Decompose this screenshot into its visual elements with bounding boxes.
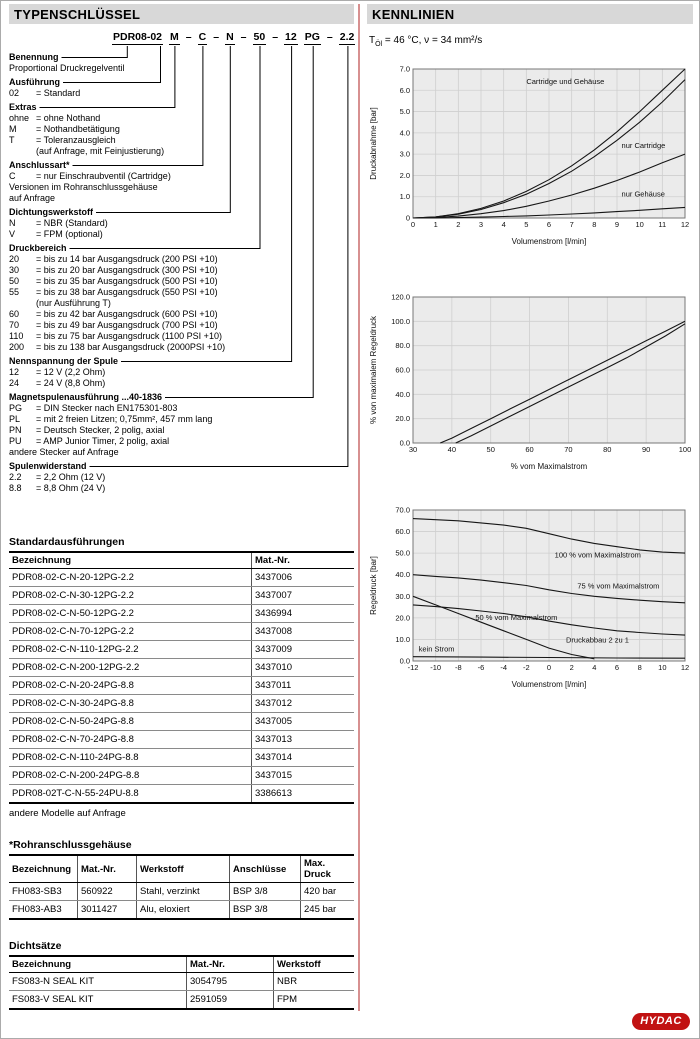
cond-symbol: T [369,35,376,46]
svg-text:Volumenstrom [l/min]: Volumenstrom [l/min] [511,237,587,246]
column-header: Mat.-Nr. [78,856,137,883]
option-text: = 8,8 Ohm (24 V) [36,483,106,493]
svg-text:7: 7 [569,220,574,229]
code-segment: M [170,31,179,43]
code-separator: – [240,31,247,43]
svg-text:100: 100 [678,445,692,454]
option-code: V [9,229,16,239]
option-text: (auf Anfrage, mit Feinjustierung) [36,146,165,156]
svg-text:Regeldruck [bar]: Regeldruck [bar] [369,556,378,615]
cell: 3437011 [252,677,355,695]
option-code: 12 [9,367,20,377]
svg-text:6.0: 6.0 [399,85,410,95]
svg-text:40.0: 40.0 [395,570,410,580]
section-line [9,88,354,99]
cell: FPM [274,991,355,1010]
code-segment: C [198,31,207,43]
section-title: Magnetspulenausführung ...40-1836 [9,392,163,402]
table-row [9,641,354,659]
section-title: Dichtungswerkstoff [9,207,94,217]
section-title: Spulenwiderstand [9,461,87,471]
svg-text:1.0: 1.0 [399,192,410,202]
option-code: 55 [9,287,20,297]
section-line [9,265,354,276]
option-text: auf Anfrage [9,193,56,203]
column-header: Werkstoff [137,856,230,883]
option-code: PU [9,436,22,446]
code-segment: 12 [285,31,297,43]
cell: 3437014 [252,749,355,767]
seal-kits-block [9,940,354,1010]
type-key-block [9,32,354,494]
svg-text:11: 11 [658,220,667,229]
section-line [9,113,354,124]
svg-text:10.0: 10.0 [395,634,410,644]
column-header: Mat.-Nr. [252,553,355,569]
seal-kits-table [9,957,354,1010]
cond-values: = 46 °C, ν = 34 mm²/s [382,35,483,46]
column-header: Mat.-Nr. [187,957,274,973]
svg-text:5.0: 5.0 [399,107,410,117]
section-line [9,171,354,182]
svg-text:2: 2 [569,663,574,672]
cell: Stahl, verzinkt [137,883,230,901]
option-text: = bis zu 38 bar Ausgangsdruck (550 PSI +10) [36,287,218,297]
option-text: = NBR (Standard) [36,218,108,228]
option-code: 200 [9,342,25,352]
cell: 245 bar [301,901,355,920]
cell: 2591059 [187,991,274,1010]
svg-text:1: 1 [433,220,438,229]
svg-text:-6: -6 [477,663,485,672]
section-title: Anschlussart* [9,160,70,170]
svg-text:30: 30 [408,445,418,454]
svg-text:4: 4 [501,220,506,229]
section-line [9,309,354,320]
section-title: Benennung [9,52,59,62]
cell: 3386613 [252,785,355,804]
section-title: Druckbereich [9,243,67,253]
section-line [9,254,354,265]
standard-models-block [9,536,354,819]
svg-text:50: 50 [486,445,495,454]
option-text: = 24 V (8,8 Ohm) [36,378,106,388]
table-row [9,767,354,785]
type-key-section [9,50,354,74]
svg-text:12: 12 [680,220,690,229]
cell: PDR08-02-C-N-20-12PG-2.2 [9,569,252,587]
table-row [9,785,354,804]
code-segment: 2.2 [339,31,355,43]
option-text: andere Stecker auf Anfrage [9,447,119,457]
option-text: = Toleranzausgleich [36,135,116,145]
type-key-sections [9,50,354,494]
svg-text:8: 8 [637,663,642,672]
section-line [9,287,354,298]
svg-text:0.0: 0.0 [399,656,410,666]
svg-text:nur Cartridge: nur Cartridge [621,140,666,150]
cell: 560922 [78,883,137,901]
svg-text:-4: -4 [500,663,508,672]
option-text: = bis zu 138 bar Ausgangsdruck (2000PSI +10) [36,342,226,352]
table-title-seals: Dichtsätze [9,940,354,957]
table-title-standard: Standardausführungen [9,536,354,553]
svg-text:70: 70 [564,445,573,454]
cell: 3437006 [252,569,355,587]
column-header: Bezeichnung [9,553,252,569]
table-row [9,569,354,587]
option-text: = bis zu 14 bar Ausgangsdruck (200 PSI +10) [36,254,218,264]
section-line [9,483,354,494]
type-key-section [9,75,354,99]
option-code: 70 [9,320,20,330]
right-column [367,4,693,691]
cell: Alu, eloxiert [137,901,230,920]
standard-models-table [9,553,354,804]
chart-hysteresis [367,288,692,473]
cell: 3437012 [252,695,355,713]
type-key-section [9,100,354,157]
column-header: Anschlüsse [230,856,301,883]
option-text: = bis zu 20 bar Ausgangsdruck (300 PSI +10) [36,265,218,275]
svg-text:Druckabnahme [bar]: Druckabnahme [bar] [369,107,378,180]
section-line [9,124,354,135]
cell: 3437013 [252,731,355,749]
section-line [9,378,354,389]
svg-text:0.0: 0.0 [399,438,410,448]
cell: PDR08-02-C-N-30-12PG-2.2 [9,587,252,605]
svg-text:8: 8 [592,220,597,229]
pipe-housing-table [9,856,354,920]
svg-text:6: 6 [546,220,552,229]
table-row [9,901,354,920]
option-code: 8.8 [9,483,22,493]
section-line [9,320,354,331]
table-row [9,991,354,1010]
option-code: C [9,171,16,181]
svg-text:% vom Maximalstrom: % vom Maximalstrom [510,462,588,471]
option-text: = bis zu 75 bar Ausgangsdruck (1100 PSI +10) [36,331,222,341]
section-line [9,229,354,240]
section-line [9,276,354,287]
svg-text:30.0: 30.0 [395,591,410,601]
model-code [109,32,354,45]
section-line [9,298,354,309]
svg-text:100 % vom Maximalstrom: 100 % vom Maximalstrom [554,550,641,560]
cell: 3437007 [252,587,355,605]
column-header: Max. Druck [301,856,355,883]
cell: 420 bar [301,883,355,901]
chart-control-pressure [367,501,692,691]
svg-text:5: 5 [524,220,529,229]
option-code: 02 [9,88,20,98]
svg-text:20.0: 20.0 [395,414,410,424]
option-code: 60 [9,309,20,319]
cell: PDR08-02-C-N-200-24PG-8.8 [9,767,252,785]
option-code: N [9,218,16,228]
code-separator: – [213,31,220,43]
section-line [9,146,354,157]
svg-text:80: 80 [603,445,612,454]
cell: 3054795 [187,973,274,991]
cell: PDR08-02-C-N-50-24PG-8.8 [9,713,252,731]
svg-text:60.0: 60.0 [395,527,410,537]
cell: PDR08-02-C-N-200-12PG-2.2 [9,659,252,677]
svg-text:-2: -2 [522,663,530,672]
svg-text:40: 40 [447,445,457,454]
option-code: 20 [9,254,20,264]
cell: FH083-SB3 [9,883,78,901]
svg-text:9: 9 [614,220,620,229]
column-divider [358,4,360,1011]
svg-text:50 % vom Maximalstrom: 50 % vom Maximalstrom [475,613,558,623]
svg-text:2: 2 [456,220,461,229]
section-line [9,414,354,425]
option-text: = nur Einschraubventil (Cartridge) [36,171,171,181]
svg-text:3: 3 [478,220,484,229]
option-code: PL [9,414,21,424]
table-row [9,713,354,731]
option-code: 30 [9,265,20,275]
code-segment: PDR08-02 [113,31,163,43]
chart-pressure-drop [367,60,692,248]
option-code: 50 [9,276,20,286]
type-key-section [9,390,354,458]
option-code: ohne [9,113,30,123]
option-code: 24 [9,378,20,388]
section-line [9,331,354,342]
cell: FH083-AB3 [9,901,78,920]
option-text: (nur Ausführung T) [36,298,111,308]
cell: NBR [274,973,355,991]
svg-text:-12: -12 [407,663,419,672]
table-title-housing: *Rohranschlussgehäuse [9,839,354,856]
option-text: = DIN Stecker nach EN175301-803 [36,403,178,413]
table-row [9,587,354,605]
svg-text:Volumenstrom [l/min]: Volumenstrom [l/min] [511,680,587,689]
option-text: = FPM (optional) [36,229,103,239]
type-key-section [9,158,354,204]
section-line [9,63,354,74]
table-row [9,623,354,641]
table-row [9,883,354,901]
svg-text:20.0: 20.0 [395,613,410,623]
section-title: Ausführung [9,77,60,87]
option-text: = Deutsch Stecker, 2 polig, axial [36,425,165,435]
section-line [9,218,354,229]
type-key-section [9,354,354,389]
svg-text:4.0: 4.0 [399,128,410,138]
option-text: Versionen im Rohranschlussgehäuse [9,182,158,192]
svg-text:-8: -8 [454,663,462,672]
cell: PDR08-02-C-N-30-24PG-8.8 [9,695,252,713]
svg-text:4: 4 [592,663,597,672]
section-line [9,472,354,483]
cell: 3437008 [252,623,355,641]
type-key-section [9,205,354,240]
svg-text:0: 0 [546,663,552,672]
section-line [9,367,354,378]
option-text: = 2,2 Ohm (12 V) [36,472,106,482]
table-row [9,731,354,749]
svg-text:10: 10 [635,220,644,229]
column-header: Bezeichnung [9,957,187,973]
section-line [9,135,354,146]
oil-condition-line [369,35,693,48]
section-line [9,403,354,414]
section-line [9,342,354,353]
option-text: = AMP Junior Timer, 2 polig, axial [36,436,170,446]
option-code: M [9,124,17,134]
svg-text:kein Strom: kein Strom [418,644,455,654]
svg-text:80.0: 80.0 [395,341,410,351]
svg-text:Druckabbau 2 zu 1: Druckabbau 2 zu 1 [566,635,629,645]
svg-text:60.0: 60.0 [395,365,410,375]
code-separator: – [272,31,279,43]
svg-text:12: 12 [680,663,690,672]
cell: PDR08-02-C-N-50-12PG-2.2 [9,605,252,623]
cell: 3437005 [252,713,355,731]
cell: 3011427 [78,901,137,920]
option-code: PG [9,403,23,413]
option-text: = Standard [36,88,81,98]
option-text: = bis zu 42 bar Ausgangsdruck (600 PSI +10) [36,309,218,319]
type-key-section [9,241,354,353]
cell: PDR08-02-C-N-110-24PG-8.8 [9,749,252,767]
svg-text:3.0: 3.0 [399,149,410,159]
option-code: 2.2 [9,472,22,482]
section-line [9,425,354,436]
option-text: = ohne Nothand [36,113,101,123]
option-text: = 12 V (2,2 Ohm) [36,367,106,377]
code-separator: – [185,31,192,43]
svg-text:% von maximalem Regeldruck: % von maximalem Regeldruck [369,315,378,425]
table-note: andere Modelle auf Anfrage [9,808,126,819]
option-code: 110 [9,331,24,341]
left-section-header: TYPENSCHLÜSSEL [9,4,354,24]
option-code: T [9,135,15,145]
cell: PDR08-02-C-N-70-24PG-8.8 [9,731,252,749]
option-text: = bis zu 49 bar Ausgangsdruck (700 PSI +10) [36,320,218,330]
table-row [9,749,354,767]
cell: PDR08-02-C-N-20-24PG-8.8 [9,677,252,695]
svg-text:nur Gehäuse: nur Gehäuse [621,189,665,199]
section-line [9,447,354,458]
cell: 3436994 [252,605,355,623]
svg-text:0: 0 [405,213,410,223]
left-column [9,4,354,1010]
cell: FS083-V SEAL KIT [9,991,187,1010]
svg-text:7.0: 7.0 [399,64,410,74]
table-row [9,659,354,677]
cell: 3437010 [252,659,355,677]
svg-text:100.0: 100.0 [391,316,410,326]
cell: 3437015 [252,767,355,785]
section-title: Extras [9,102,37,112]
option-text: = bis zu 35 bar Ausgangsdruck (500 PSI +10) [36,276,218,286]
section-title: Nennspannung der Spule [9,356,119,366]
option-text: Proportional Druckregelventil [9,63,125,73]
svg-text:50.0: 50.0 [395,548,410,558]
table-row [9,695,354,713]
pipe-housing-block [9,839,354,920]
section-line [9,182,354,193]
svg-text:120.0: 120.0 [391,292,410,302]
code-segment: PG [304,31,320,43]
cell: BSP 3/8 [230,883,301,901]
code-separator: – [326,31,333,43]
table-row [9,973,354,991]
svg-text:10: 10 [658,663,667,672]
option-text: = Nothandbetätigung [36,124,120,134]
code-segment: 50 [253,31,266,43]
cell: PDR08-02-C-N-110-12PG-2.2 [9,641,252,659]
cell: BSP 3/8 [230,901,301,920]
option-code: PN [9,425,22,435]
cell: 3437009 [252,641,355,659]
hydac-logo: HYDAC [632,1013,690,1030]
table-row [9,605,354,623]
svg-text:40.0: 40.0 [395,389,410,399]
section-line [9,436,354,447]
column-header: Werkstoff [274,957,355,973]
code-segment: N [226,31,234,43]
svg-text:90: 90 [641,445,651,454]
svg-text:70.0: 70.0 [395,505,410,515]
svg-text:75 % vom Maximalstrom: 75 % vom Maximalstrom [577,581,660,591]
option-text: = mit 2 freien Litzen; 0,75mm², 457 mm lang [36,414,213,424]
right-section-header: KENNLINIEN [367,4,693,24]
cell: FS083-N SEAL KIT [9,973,187,991]
cell: PDR08-02-C-N-70-12PG-2.2 [9,623,252,641]
svg-text:0: 0 [410,220,416,229]
svg-text:Cartridge und Gehäuse: Cartridge und Gehäuse [526,76,605,86]
column-header: Bezeichnung [9,856,78,883]
table-row [9,677,354,695]
svg-text:2.0: 2.0 [399,170,410,180]
cell: PDR08-02T-C-N-55-24PU-8.8 [9,785,252,804]
cond-subscript: Öl [375,41,383,48]
section-line [9,193,354,204]
svg-text:-10: -10 [430,663,442,672]
svg-text:6: 6 [614,663,620,672]
svg-text:60: 60 [525,445,534,454]
type-key-section [9,459,354,494]
